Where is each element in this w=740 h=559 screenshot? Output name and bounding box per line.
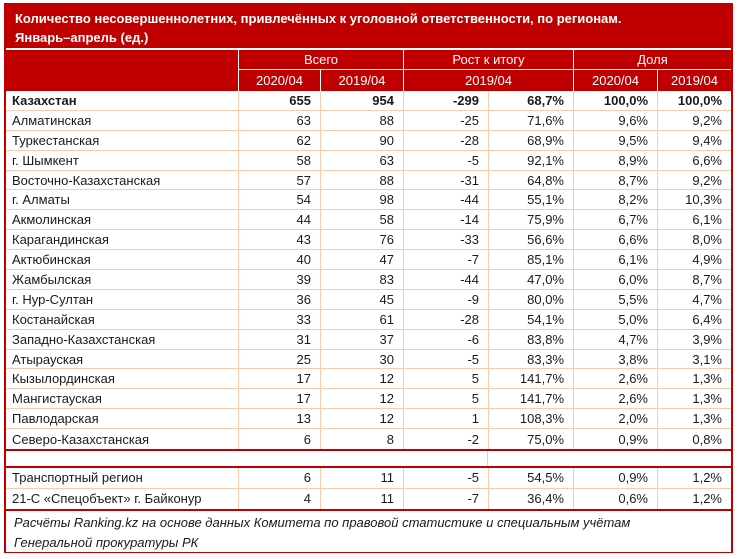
value-cell: 6,7% bbox=[573, 210, 657, 229]
value-cell: 63 bbox=[320, 151, 403, 170]
value-cell: 8,0% bbox=[657, 230, 731, 249]
region-name: 21-С «Спецобъект» г. Байконур bbox=[12, 491, 202, 507]
value-cell: 64,8% bbox=[488, 171, 573, 190]
value-cell: 655 bbox=[238, 91, 320, 110]
value-cell: 9,4% bbox=[657, 131, 731, 150]
value-cell: 2,6% bbox=[573, 389, 657, 408]
value-cell: 100,0% bbox=[657, 91, 731, 110]
value-cell: -299 bbox=[403, 91, 488, 110]
value-cell: 63 bbox=[238, 111, 320, 130]
table-row bbox=[6, 489, 731, 510]
value-cell: 58 bbox=[320, 210, 403, 229]
value-cell: -14 bbox=[403, 210, 488, 229]
table-row bbox=[6, 250, 731, 270]
region-name: Актюбинская bbox=[12, 252, 91, 268]
value-cell: 8,7% bbox=[657, 270, 731, 289]
source-note-line1: Расчёты Ranking.kz на основе данных Комитета по правовой статистике и специальным учётам bbox=[14, 515, 631, 531]
value-cell: 9,5% bbox=[573, 131, 657, 150]
value-cell: 3,8% bbox=[573, 350, 657, 369]
region-name: г. Алматы bbox=[12, 192, 70, 208]
value-cell: 71,6% bbox=[488, 111, 573, 130]
table-row bbox=[6, 409, 731, 429]
source-note-line2: Генеральной прокуратуры РК bbox=[14, 534, 199, 550]
value-cell: 33 bbox=[238, 310, 320, 329]
table-extra-rows bbox=[6, 468, 731, 509]
region-name: г. Шымкент bbox=[12, 152, 79, 168]
table-row bbox=[6, 190, 731, 210]
value-cell: 6,0% bbox=[573, 270, 657, 289]
value-cell: -6 bbox=[403, 330, 488, 349]
value-cell: 54,5% bbox=[488, 468, 573, 488]
value-cell: 47 bbox=[320, 250, 403, 269]
header-subcol-growth-2019: 2019/04 bbox=[403, 70, 573, 91]
value-cell: -44 bbox=[403, 190, 488, 209]
table-row bbox=[6, 389, 731, 409]
value-cell: 83 bbox=[320, 270, 403, 289]
value-cell: 8,7% bbox=[573, 171, 657, 190]
table-row bbox=[6, 310, 731, 330]
value-cell: 6 bbox=[238, 468, 320, 488]
value-cell: 3,1% bbox=[657, 350, 731, 369]
value-cell: 6,1% bbox=[657, 210, 731, 229]
value-cell: 8 bbox=[320, 429, 403, 449]
value-cell: 88 bbox=[320, 171, 403, 190]
region-name: Карагандинская bbox=[12, 232, 109, 248]
value-cell: 56,6% bbox=[488, 230, 573, 249]
region-name: Северо-Казахстанская bbox=[12, 431, 150, 447]
spacer-divider bbox=[487, 451, 488, 466]
region-name: Казахстан bbox=[12, 92, 77, 108]
spacer-row bbox=[6, 449, 731, 468]
value-cell: -25 bbox=[403, 111, 488, 130]
table-row bbox=[6, 230, 731, 250]
header-region-cell bbox=[6, 50, 238, 91]
value-cell: 2,6% bbox=[573, 369, 657, 388]
value-cell: 68,7% bbox=[488, 91, 573, 110]
value-cell: 5,0% bbox=[573, 310, 657, 329]
value-cell: -5 bbox=[403, 468, 488, 488]
header-group-growth: Рост к итогу bbox=[403, 50, 573, 70]
value-cell: 31 bbox=[238, 330, 320, 349]
value-cell: 80,0% bbox=[488, 290, 573, 309]
value-cell: 0,9% bbox=[573, 468, 657, 488]
value-cell: 40 bbox=[238, 250, 320, 269]
value-cell: 100,0% bbox=[573, 91, 657, 110]
value-cell: 13 bbox=[238, 409, 320, 428]
value-cell: 8,2% bbox=[573, 190, 657, 209]
value-cell: 5 bbox=[403, 369, 488, 388]
value-cell: -31 bbox=[403, 171, 488, 190]
value-cell: 37 bbox=[320, 330, 403, 349]
value-cell: 10,3% bbox=[657, 190, 731, 209]
value-cell: 4,7% bbox=[657, 290, 731, 309]
value-cell: 12 bbox=[320, 389, 403, 408]
value-cell: 61 bbox=[320, 310, 403, 329]
region-name: Акмолинская bbox=[12, 212, 92, 228]
value-cell: 88 bbox=[320, 111, 403, 130]
value-cell: 9,6% bbox=[573, 111, 657, 130]
value-cell: 6,6% bbox=[657, 151, 731, 170]
table-title-line1: Количество несовершеннолетних, привлечённых к уголовной ответственности, по регионам. bbox=[15, 11, 622, 26]
table-row bbox=[6, 290, 731, 310]
value-cell: 54 bbox=[238, 190, 320, 209]
value-cell: 6 bbox=[238, 429, 320, 449]
value-cell: 1,3% bbox=[657, 409, 731, 428]
value-cell: -2 bbox=[403, 429, 488, 449]
value-cell: 4,9% bbox=[657, 250, 731, 269]
value-cell: 25 bbox=[238, 350, 320, 369]
region-name: Восточно-Казахстанская bbox=[12, 172, 161, 188]
value-cell: -9 bbox=[403, 290, 488, 309]
value-cell: 58 bbox=[238, 151, 320, 170]
value-cell: 75,0% bbox=[488, 429, 573, 449]
region-name: Жамбылская bbox=[12, 271, 92, 287]
value-cell: 30 bbox=[320, 350, 403, 369]
value-cell: 68,9% bbox=[488, 131, 573, 150]
value-cell: 954 bbox=[320, 91, 403, 110]
value-cell: 108,3% bbox=[488, 409, 573, 428]
value-cell: -7 bbox=[403, 489, 488, 510]
value-cell: 39 bbox=[238, 270, 320, 289]
value-cell: 141,7% bbox=[488, 369, 573, 388]
value-cell: 57 bbox=[238, 171, 320, 190]
value-cell: -7 bbox=[403, 250, 488, 269]
value-cell: 1,2% bbox=[657, 489, 731, 510]
value-cell: 141,7% bbox=[488, 389, 573, 408]
value-cell: 1,2% bbox=[657, 468, 731, 488]
table-title bbox=[6, 5, 731, 50]
table-row bbox=[6, 350, 731, 370]
table-title-line2: Январь–апрель (ед.) bbox=[15, 30, 149, 45]
region-name: Кызылординская bbox=[12, 371, 115, 387]
value-cell: 92,1% bbox=[488, 151, 573, 170]
value-cell: 47,0% bbox=[488, 270, 573, 289]
value-cell: 98 bbox=[320, 190, 403, 209]
region-name: Алматинская bbox=[12, 112, 92, 128]
value-cell: 36,4% bbox=[488, 489, 573, 510]
region-name: г. Нур-Султан bbox=[12, 291, 94, 307]
header-subcol-share-2019: 2019/04 bbox=[657, 70, 731, 91]
value-cell: 62 bbox=[238, 131, 320, 150]
region-name: Западно-Казахстанская bbox=[12, 331, 156, 347]
region-name: Павлодарская bbox=[12, 411, 99, 427]
header-group-share: Доля bbox=[573, 50, 731, 70]
value-cell: 36 bbox=[238, 290, 320, 309]
table-row bbox=[6, 91, 731, 111]
value-cell: 90 bbox=[320, 131, 403, 150]
value-cell: 83,3% bbox=[488, 350, 573, 369]
table-row bbox=[6, 171, 731, 191]
value-cell: -33 bbox=[403, 230, 488, 249]
region-name: Костанайская bbox=[12, 311, 95, 327]
value-cell: 0,8% bbox=[657, 429, 731, 449]
value-cell: 43 bbox=[238, 230, 320, 249]
value-cell: -5 bbox=[403, 350, 488, 369]
table-row bbox=[6, 151, 731, 171]
value-cell: 6,1% bbox=[573, 250, 657, 269]
value-cell: 55,1% bbox=[488, 190, 573, 209]
value-cell: 76 bbox=[320, 230, 403, 249]
value-cell: 12 bbox=[320, 409, 403, 428]
value-cell: 9,2% bbox=[657, 111, 731, 130]
table-row bbox=[6, 131, 731, 151]
table-header bbox=[6, 50, 731, 91]
value-cell: 6,6% bbox=[573, 230, 657, 249]
value-cell: -28 bbox=[403, 310, 488, 329]
value-cell: 44 bbox=[238, 210, 320, 229]
value-cell: 83,8% bbox=[488, 330, 573, 349]
table-row bbox=[6, 369, 731, 389]
value-cell: -44 bbox=[403, 270, 488, 289]
table-row bbox=[6, 429, 731, 449]
report-table bbox=[4, 3, 733, 553]
value-cell: 11 bbox=[320, 468, 403, 488]
value-cell: 17 bbox=[238, 389, 320, 408]
region-name: Транспортный регион bbox=[12, 470, 143, 486]
value-cell: 17 bbox=[238, 369, 320, 388]
source-note bbox=[6, 509, 731, 552]
value-cell: 3,9% bbox=[657, 330, 731, 349]
header-subcol-total-2020: 2020/04 bbox=[238, 70, 320, 91]
table-row bbox=[6, 210, 731, 230]
value-cell: 5,5% bbox=[573, 290, 657, 309]
value-cell: -28 bbox=[403, 131, 488, 150]
value-cell: 4 bbox=[238, 489, 320, 510]
value-cell: 4,7% bbox=[573, 330, 657, 349]
value-cell: 1,3% bbox=[657, 389, 731, 408]
value-cell: 9,2% bbox=[657, 171, 731, 190]
value-cell: 0,6% bbox=[573, 489, 657, 510]
region-name: Туркестанская bbox=[12, 132, 100, 148]
table-row bbox=[6, 468, 731, 489]
value-cell: 6,4% bbox=[657, 310, 731, 329]
value-cell: 1,3% bbox=[657, 369, 731, 388]
value-cell: 75,9% bbox=[488, 210, 573, 229]
header-subcol-share-2020: 2020/04 bbox=[573, 70, 657, 91]
region-name: Атырауская bbox=[12, 351, 84, 367]
value-cell: 1 bbox=[403, 409, 488, 428]
value-cell: 85,1% bbox=[488, 250, 573, 269]
table-row bbox=[6, 111, 731, 131]
header-group-total: Всего bbox=[238, 50, 403, 70]
table-row bbox=[6, 270, 731, 290]
value-cell: 11 bbox=[320, 489, 403, 510]
table-body bbox=[6, 91, 731, 449]
value-cell: 8,9% bbox=[573, 151, 657, 170]
table-row bbox=[6, 330, 731, 350]
header-subcol-total-2019: 2019/04 bbox=[320, 70, 403, 91]
value-cell: 5 bbox=[403, 389, 488, 408]
region-name: Мангистауская bbox=[12, 391, 102, 407]
value-cell: 0,9% bbox=[573, 429, 657, 449]
value-cell: 12 bbox=[320, 369, 403, 388]
value-cell: 45 bbox=[320, 290, 403, 309]
value-cell: 2,0% bbox=[573, 409, 657, 428]
value-cell: 54,1% bbox=[488, 310, 573, 329]
value-cell: -5 bbox=[403, 151, 488, 170]
